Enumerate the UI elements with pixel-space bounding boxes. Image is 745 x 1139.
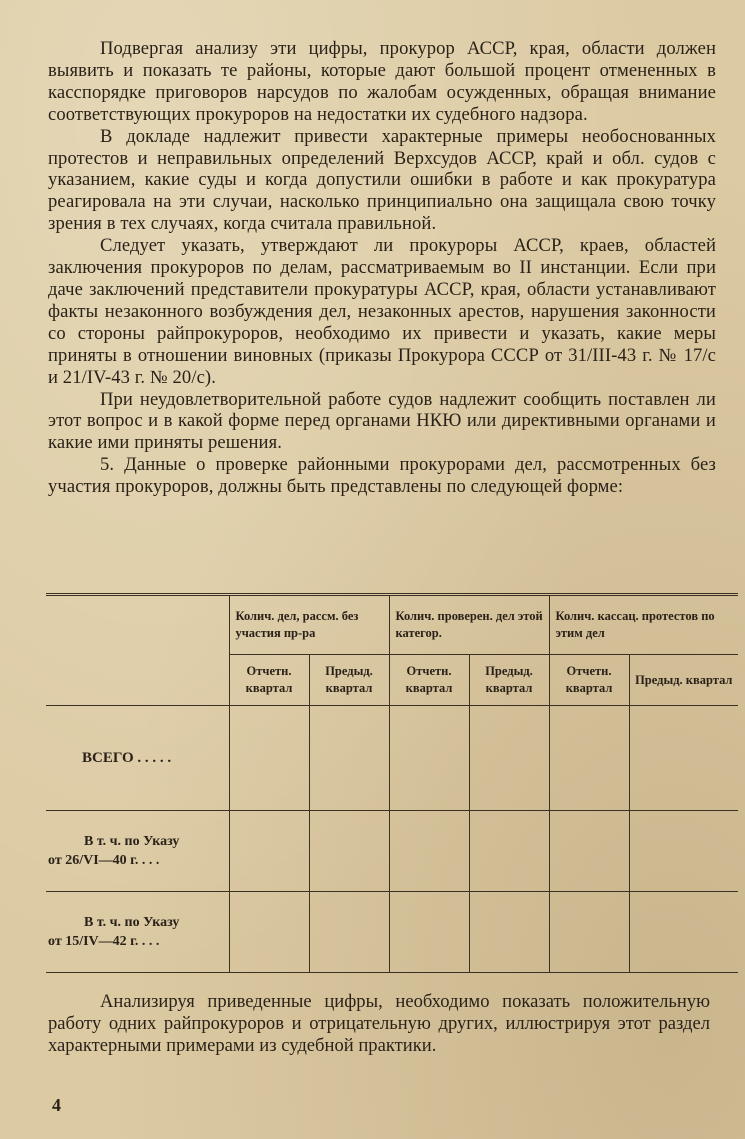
table-row [46,706,738,811]
row-label-line: В т. ч. по Указу [84,915,180,930]
table-cell [629,892,738,973]
row-label-line: от 15/IV—42 г. . . . [48,934,160,949]
paragraph: 5. Данные о проверке районными прокурорами дел, рассмотренных без участия прокуроров, должны быть представлены по следующей форме: [48,454,716,498]
paragraph: При неудовлетворительной работе судов надлежит сообщить поставлен ли этот вопрос и в какой форме перед органами НКЮ или директивными органами и какие ими приняты решения. [48,388,716,454]
column-header: Отчетн. квартал [229,655,309,706]
paragraph: Следует указать, утверждают ли прокуроры АССР, краев, областей заключения прокуроров по делам, рассматриваемым во II инстанции. Если при даче заключений представители прокуратуры АССР, края, области устанавливают факты незаконного возбуждения дел, незаконных арестов, нарушения законности со стороны райпрокуроров, необходимо их привести и указать, какие меры приняты в отношении виновных (приказы Прокурора СССР от 31/III-43 г. № 17/с и 21/IV-43 г. № 20/с). [48,235,716,388]
column-header: Предыд. квартал [629,655,738,706]
table-cell [549,892,629,973]
report-form-table [46,593,738,973]
page-number: 4 [52,1095,61,1115]
header-corner-cell [46,595,229,706]
row-label [46,811,229,892]
table-cell [389,892,469,973]
body-text-top [48,38,716,498]
table-cell [469,892,549,973]
table-cell [229,811,309,892]
group-header: Колич. дел, рассм. без участия пр-ра [229,595,389,655]
paragraph: Подвергая анализу эти цифры, прокурор АССР, края, области должен выявить и показать те районы, которые дают большой процент отмененных в касспорядке приговоров нарсудов по жалобам осужденных, обращая внимание соответствующих прокуроров на недостатки их судебного надзора. [48,38,716,125]
table-cell [309,892,389,973]
paragraph: Анализируя приведенные цифры, необходимо показать положительную работу одних райпрокуроров и отрицательную других, иллюстрируя этот раздел характерными примерами из судебной практики. [48,991,710,1056]
group-header: Колич. кассац. протестов по этим дел [549,595,738,655]
column-header: Предыд. квартал [309,655,389,706]
paragraph: В докладе надлежит привести характерные примеры необоснованных протестов и неправильных определений Верхсудов АССР, край и обл. судов с указанием, какие суды и когда допустили ошибки в работе и как прокуратура реагировала на эти случаи, насколько принципиально она защищала свою точку зрения в тех случаях, когда считала правильной. [48,125,716,235]
table-row [46,892,738,973]
table-cell [309,706,389,811]
table-cell [629,706,738,811]
row-label: ВСЕГО . . . . . [46,706,229,811]
table-cell [389,811,469,892]
row-label-line: В т. ч. по Указу [84,834,180,849]
table-cell [629,811,738,892]
row-label-line: от 26/VI—40 г. . . . [48,853,160,868]
table-cell [469,811,549,892]
table-cell [549,811,629,892]
table-cell [469,706,549,811]
table-cell [549,706,629,811]
column-header: Отчетн. квартал [549,655,629,706]
table-cell [309,811,389,892]
table-cell [389,706,469,811]
table-row [46,811,738,892]
table-cell [229,892,309,973]
column-header: Предыд. квартал [469,655,549,706]
column-header: Отчетн. квартал [389,655,469,706]
body-text-bottom [48,991,710,1057]
row-label [46,892,229,973]
group-header: Колич. проверен. дел этой категор. [389,595,549,655]
table-cell [229,706,309,811]
